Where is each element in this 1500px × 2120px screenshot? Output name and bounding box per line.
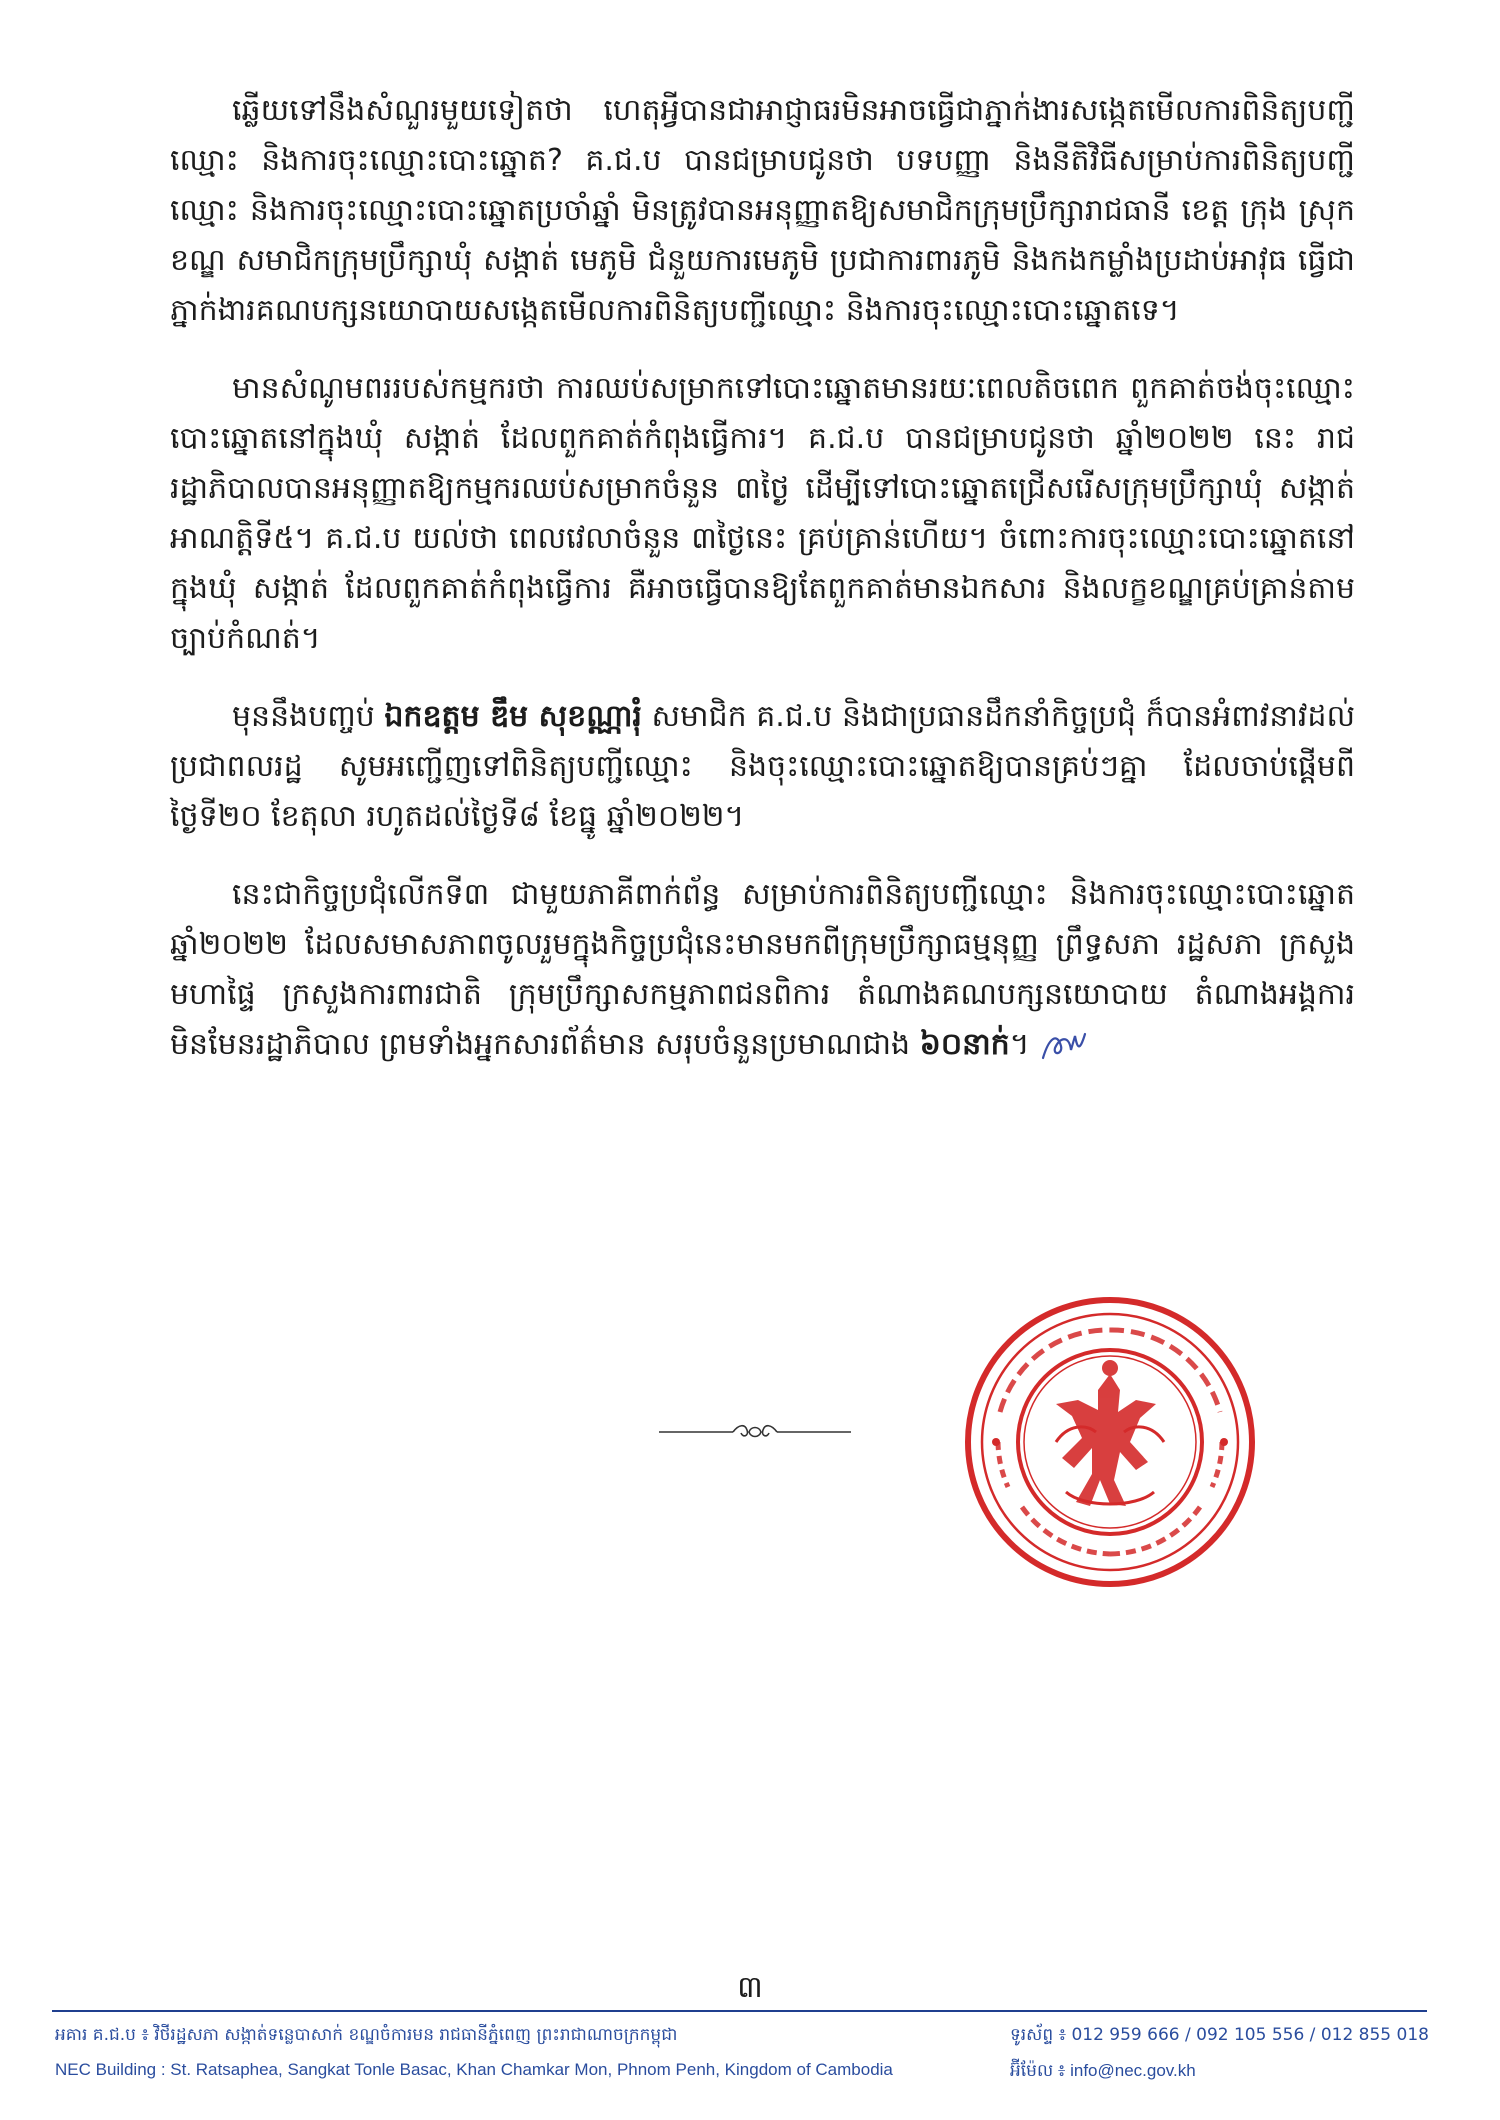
attendee-count: ៦០នាក់ <box>919 1027 1010 1062</box>
paragraph-2: មានសំណូមពររបស់កម្មករថា ការឈប់សម្រាកទៅបោះឆ្នោតមានរយៈពេលតិចពេក ពួកគាត់ចង់ចុះឈ្មោះបោះឆ្នោតនៅក្នុងឃុំ សង្កាត់ ដែលពួកគាត់កំពុងធ្វើការ។ គ.ជ.ប បានជម្រាបជូនថា ឆ្នាំ២០២២ នេះ រាជរដ្ឋាភិបាលបានអនុញ្ញាតឱ្យកម្មករឈប់សម្រាកចំនួន ៣ថ្ងៃ ដើម្បីទៅបោះឆ្នោតជ្រើសរើសក្រុមប្រឹក្សាឃុំ សង្កាត់ អាណត្តិទី៥។ គ.ជ.ប យល់ថា ពេលវេលាចំនួន ៣ថ្ងៃនេះ គ្រប់គ្រាន់ហើយ។ ចំពោះការចុះឈ្មោះបោះឆ្នោតនៅក្នុងឃុំ សង្កាត់ ដែលពួកគាត់កំពុងធ្វើការ គឺអាចធ្វើបានឱ្យតែពួកគាត់មានឯកសារ និងលក្ខខណ្ឌគ្រប់គ្រាន់តាមច្បាប់កំណត់។ <box>170 371 1355 656</box>
footer-divider <box>52 2010 1427 2012</box>
paragraph-3-lead: មុននឹងបញ្ចប់ <box>232 699 385 734</box>
paragraph-3-rest: សមាជិក គ.ជ.ប និងជាប្រធានដឹកនាំកិច្ចប្រជុំ ក៏បានអំពាវនាវដល់ប្រជាពលរដ្ឋ សូមអញ្ជើញទៅពិនិត្យបញ្ជីឈ្មោះ និងចុះឈ្មោះបោះឆ្នោតឱ្យបានគ្រប់ៗគ្នា ដែលចាប់ផ្ដើមពីថ្ងៃទី២០ ខែតុលា រហូតដល់ថ្ងៃទី៨ ខែធ្នូ ឆ្នាំ២០២២។ <box>170 699 1356 834</box>
official-seal-icon <box>960 1292 1260 1592</box>
paragraph-4-lead: នេះជាកិច្ចប្រជុំលើកទី៣ ជាមួយភាគីពាក់ព័ន្ធ សម្រាប់ការពិនិត្យបញ្ជីឈ្មោះ និងការចុះឈ្មោះបោះឆ្នោត ឆ្នាំ២០២២ ដែលសមាសភាពចូលរួមក្នុងកិច្ចប្រជុំនេះមានមកពីក្រុមប្រឹក្សាធម្មនុញ្ញ ព្រឹទ្ធសភា រដ្ឋសភា ក្រសួងមហាផ្ទៃ ក្រសួងការពារជាតិ ក្រុមប្រឹក្សាសកម្មភាពជនពិការ តំណាងគណបក្សនយោបាយ តំណាងអង្គការមិនមែនរដ្ឋាភិបាល ព្រមទាំងអ្នកសារព័ត៌មាន សរុបចំនួនប្រមាណជាង <box>170 877 1355 1062</box>
paragraph-3 <box>170 692 1355 842</box>
footer-address-khmer: អគារ គ.ជ.ប ៖ វិថីរដ្ឋសភា សង្កាត់ទន្លេបាសាក់ ខណ្ឌចំការមន រាជធានីភ្នំពេញ ព្រះរាជាណាចក្រកម្ពុជា <box>55 2025 678 2045</box>
official-name: ឯកឧត្តម ឌឹម សុខណ្ណារុំ <box>384 699 642 734</box>
paragraph-4-end: ។ <box>1009 1027 1030 1062</box>
paragraph-1: ឆ្លើយទៅនឹងសំណួរមួយទៀតថា ហេតុអ្វីបានជាអាជ្ញាធរមិនអាចធ្វើជាភ្នាក់ងារសង្កេតមើលការពិនិត្យបញ្ជីឈ្មោះ និងការចុះឈ្មោះបោះឆ្នោត? គ.ជ.ប បានជម្រាបជូនថា បទបញ្ញា និងនីតិវិធីសម្រាប់ការពិនិត្យបញ្ជីឈ្មោះ និងការចុះឈ្មោះបោះឆ្នោតប្រចាំឆ្នាំ មិនត្រូវបានអនុញ្ញាតឱ្យសមាជិកក្រុមប្រឹក្សារាជធានី ខេត្ត ក្រុង ស្រុក ខណ្ឌ សមាជិកក្រុមប្រឹក្សាឃុំ សង្កាត់ មេភូមិ ជំនួយការមេភូមិ ប្រជាការពារភូមិ និងកងកម្លាំងប្រដាប់អាវុធ ធ្វើជាភ្នាក់ងារគណបក្សនយោបាយសង្កេតមើលការពិនិត្យបញ្ជីឈ្មោះ និងការចុះឈ្មោះបោះឆ្នោតទេ។ <box>170 93 1355 328</box>
ornamental-divider-icon <box>655 1420 855 1444</box>
page-number: ៣ <box>737 1970 763 2005</box>
document-body <box>170 86 1355 1098</box>
footer-phone: ទូរស័ព្ទ ៖ 012 959 666 / 092 105 556 / 012 855 018 <box>1010 2025 1429 2045</box>
handwritten-initial-icon <box>1035 1026 1095 1066</box>
footer-address-english: NEC Building : St. Ratsaphea, Sangkat Tonle Basac, Khan Chamkar Mon, Phnom Penh, Kingdom of Cambodia <box>55 2060 893 2079</box>
paragraph-4 <box>170 870 1355 1070</box>
footer-email: អ៊ីម៉ែល ៖ info@nec.gov.kh <box>1010 2061 1196 2080</box>
